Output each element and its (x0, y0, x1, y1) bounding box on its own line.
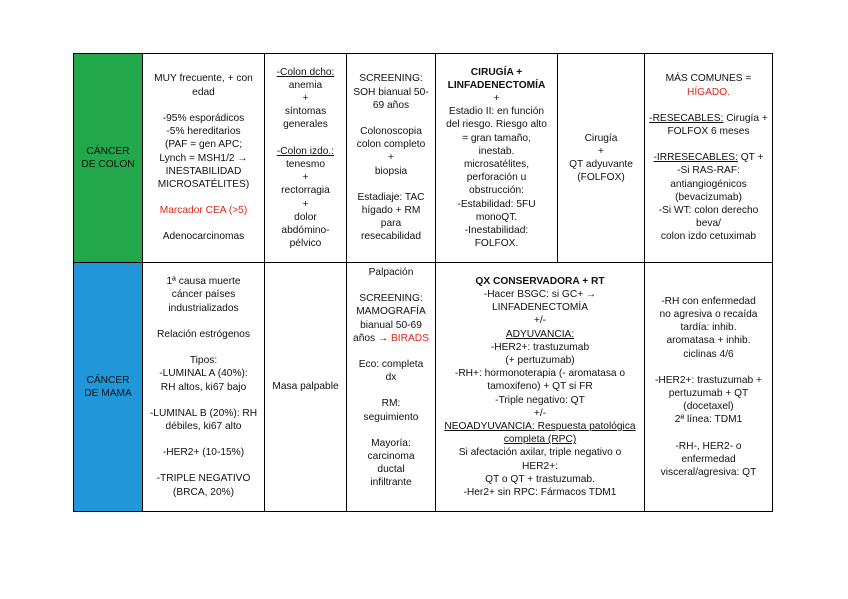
colon-clinic-cell: -Colon dcho: anemia + síntomas generales -Colon izdo.: tenesmo + rectorragia + dolor abdómino- pélvico (265, 54, 347, 263)
birads-highlight-text: BIRADS (391, 332, 429, 344)
table-row-colon (74, 54, 773, 263)
mama-treatment-cell: QX CONSERVADORA + RT -Hacer BSGC: si GC+ → LINFADENECTOMÍA +/- ADYUVANCIA: -HER2+: trastuzumab (+ pertuzumab) -RH+: hormonoterapia (- aromatasa o tamoxifeno) + QT si FR -Triple negativo: QT +/- NEOADYUVANCIA: Respuesta patológica completa (RPC) Si afectación axilar, triple negativo o HER2+: QT o QT + trastuzumab. -Her2+ sin RPC: Fármacos TDM1 (436, 263, 645, 512)
colon-epidemiology-cell: MUY frecuente, + con edad -95% esporádicos -5% hereditarios (PAF = gen APC; Lynch = MSH1/2 → INESTABILIDAD MICROSATÉLITES) Marcador CEA (>5) Adenocarcinomas (143, 54, 265, 263)
row-label-colon: CÁNCER DE COLON (74, 54, 143, 263)
table-row-mama (74, 263, 773, 512)
mama-diagnosis-cell: Palpación SCREENING: MAMOGRAFÍA bianual 50-69 años → BIRADS Eco: completa dx RM: seguimiento Mayoría: carcinoma ductal infiltrante (347, 263, 436, 512)
cea-marker-text: Marcador CEA (>5) (159, 205, 248, 217)
mama-metastasis-cell: -RH con enfermedad no agresiva o recaída tardía: inhib. aromatasa + inhib. ciclinas 4/6 -HER2+: trastuzumab + pertuzumab + QT (docetaxel) 2ª línea: TDM1 -RH-, HER2- o enfermedad visceral/agresiva: QT (645, 263, 773, 512)
mama-clinic-cell: Masa palpable (265, 263, 347, 512)
colon-adjuvant-cell: Cirugía + QT adyuvante (FOLFOX) (558, 54, 645, 263)
oncology-summary-table (73, 53, 773, 512)
colon-metastasis-cell: MÁS COMUNES = HÍGADO. -RESECABLES: Cirugía + FOLFOX 6 meses -IRRESECABLES: QT + -Si RAS-RAF: antiangiogénicos (bevacizumab) -Si WT: colon derecho beva/ colon izdo cetuximab (645, 54, 773, 263)
liver-highlight-text: HÍGADO. (686, 86, 731, 98)
row-label-mama: CÁNCER DE MAMA (74, 263, 143, 512)
colon-diagnosis-cell: SCREENING: SOH bianual 50- 69 años Colonoscopia colon completo + biopsia Estadiaje: TAC hígado + RM para resecabilidad (347, 54, 436, 263)
mama-epidemiology-cell: 1ª causa muerte cáncer países industrializados Relación estrógenos Tipos: -LUMINAL A (40%): RH altos, ki67 bajo -LUMINAL B (20%): RH débiles, ki67 alto -HER2+ (10-15%) -TRIPLE NEGATIVO (BRCA, 20%) (143, 263, 265, 512)
colon-treatment-cell: CIRUGÍA + LINFADENECTOMÍA + Estadio II: en función del riesgo. Riesgo alto = gran tamaño, inestab. microsatélites, perforación u obstrucción: -Estabilidad: 5FU monoQT. -Inestabilidad: FOLFOX. (436, 54, 558, 263)
